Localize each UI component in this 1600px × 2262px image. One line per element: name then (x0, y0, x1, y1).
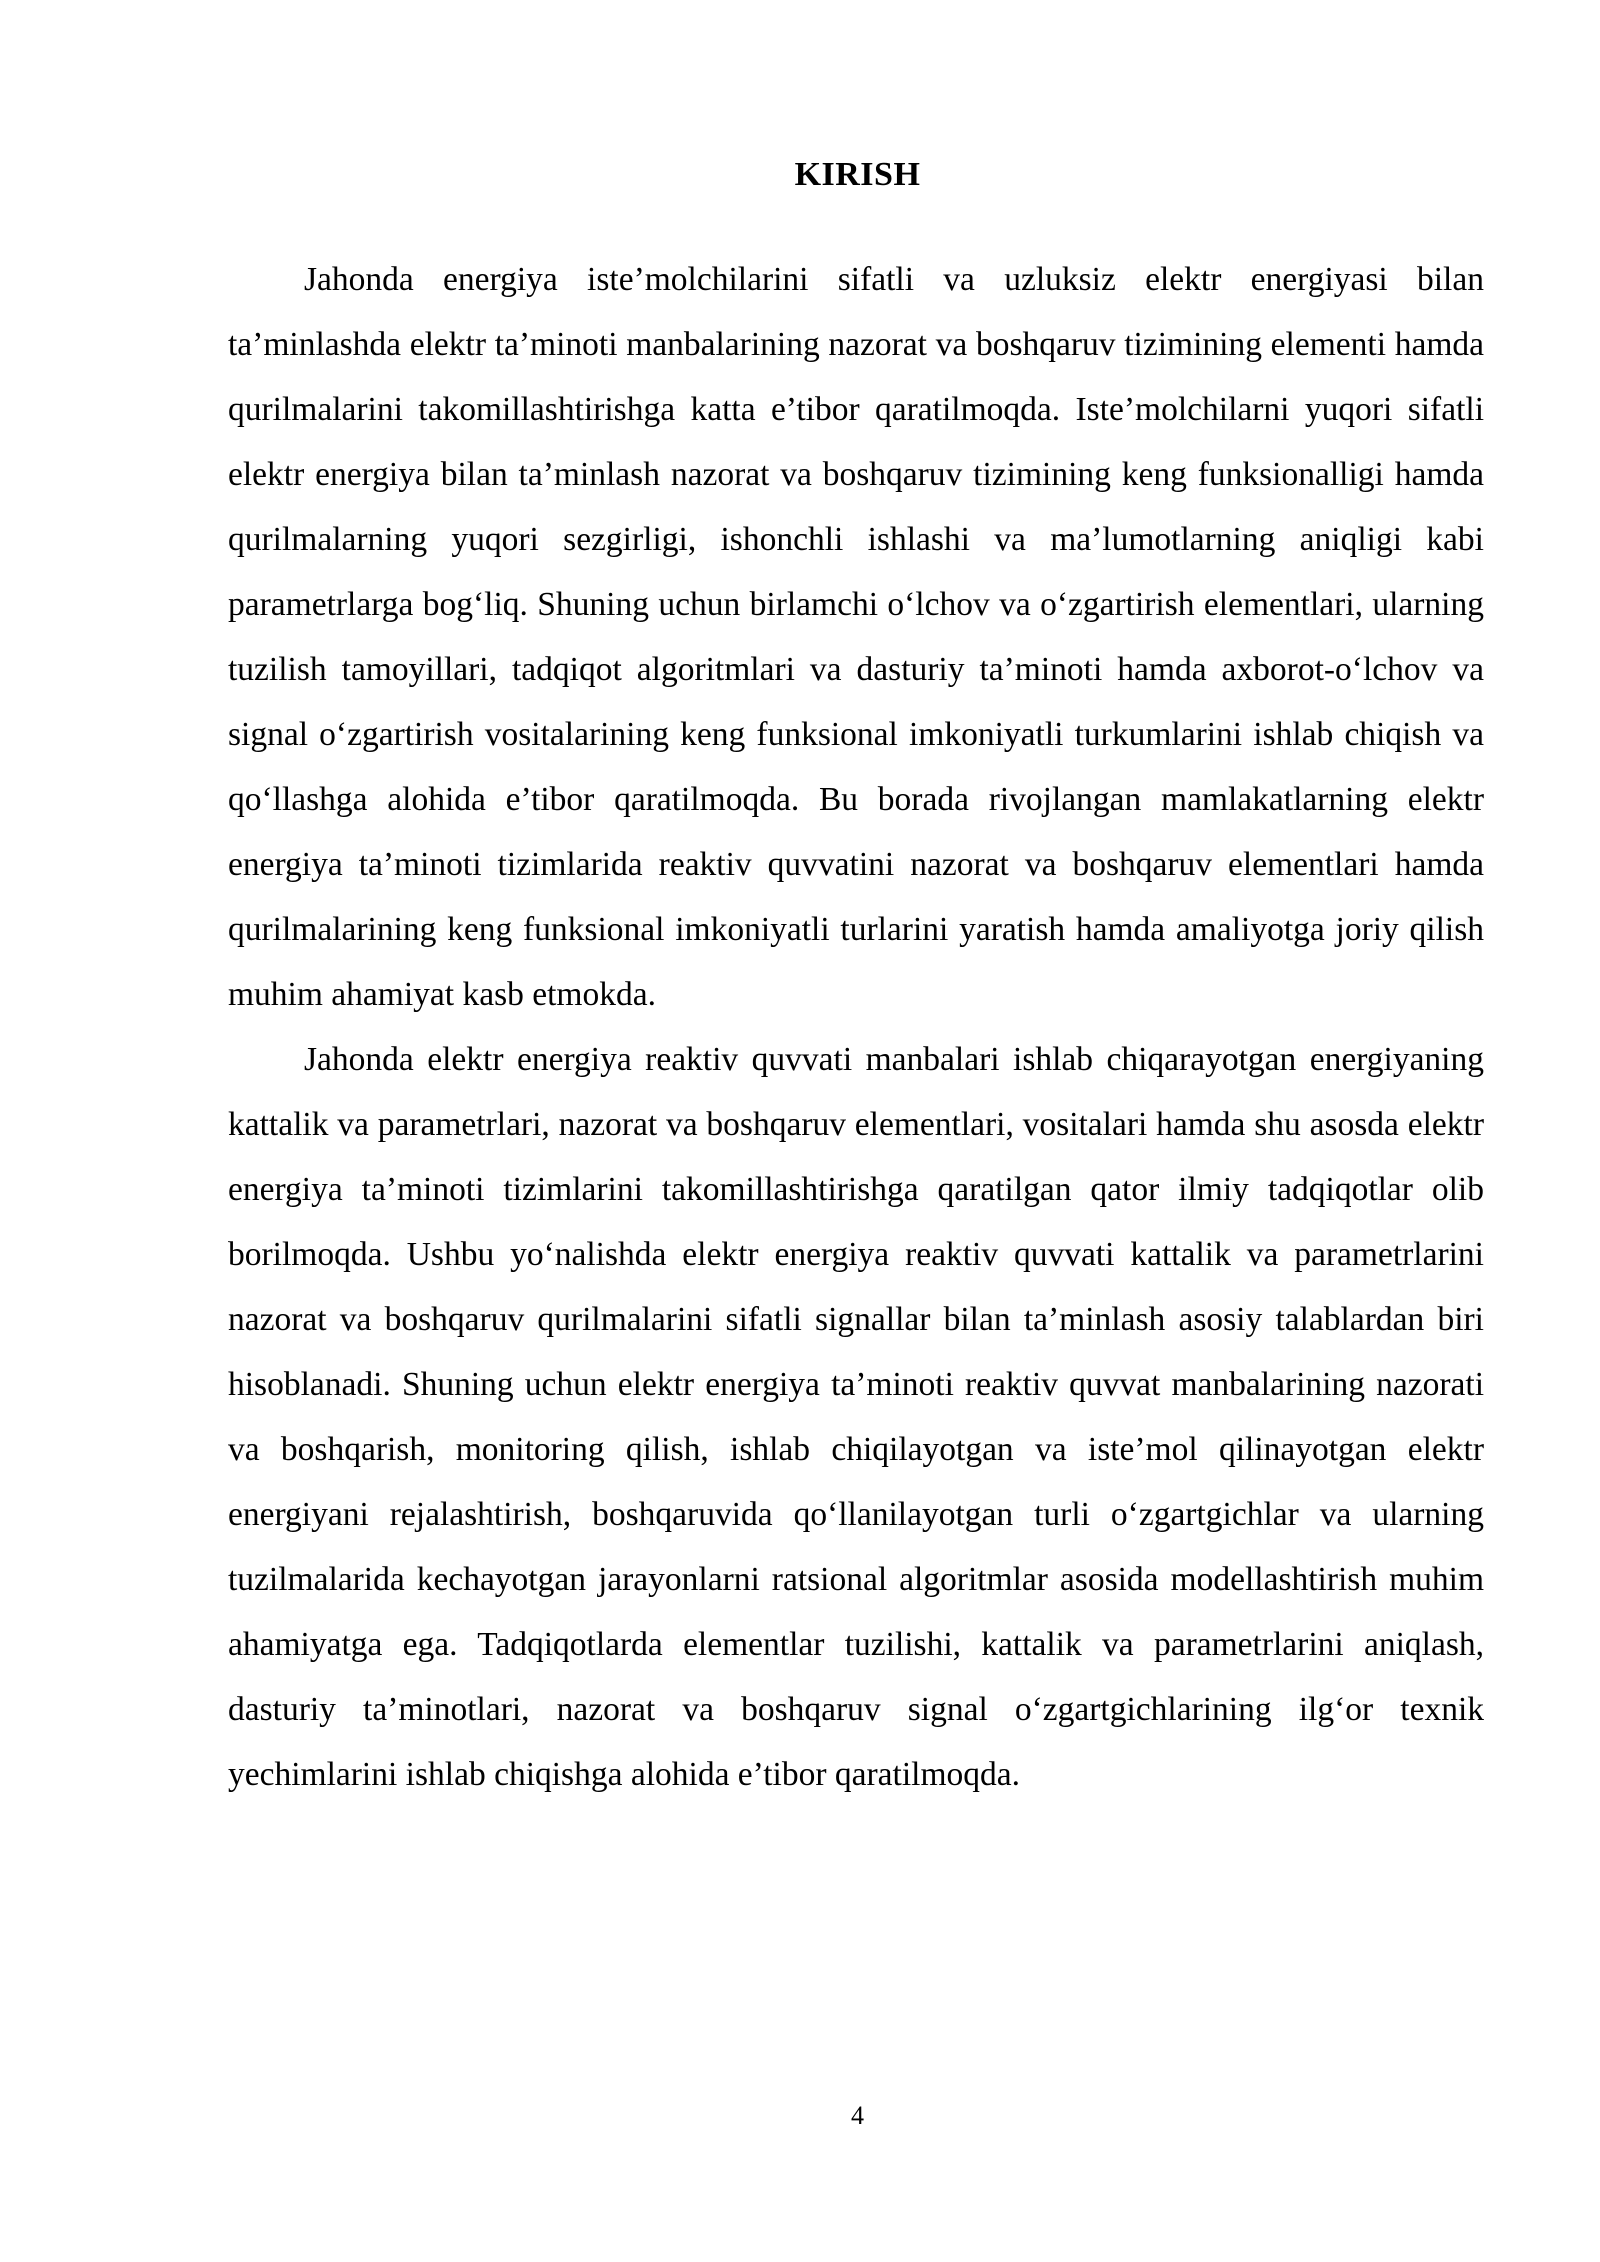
paragraph-2: Jahonda elektr energiya reaktiv quvvati manbalari ishlab chiqarayotgan energiyaning kattalik va parametrlari, nazorat va boshqaruv elementlari, vositalari hamda shu asosda elektr energiya ta’minoti tizimlarini takomillashtirishga qaratilgan qator ilmiy tadqiqotlar olib borilmoqda. Ushbu yo‘nalishda elektr energiya reaktiv quvvati kattalik va parametrlarini nazorat va boshqaruv qurilmalarini sifatli signallar bilan ta’minlash asosiy talablardan biri hisoblanadi. Shuning uchun elektr energiya ta’minoti reaktiv quvvat manbalarining nazorati va boshqarish, monitoring qilish, ishlab chiqilayotgan va iste’mol qilinayotgan elektr energiyani rejalashtirish, boshqaruvida qo‘llanilayotgan turli o‘zgartgichlar va ularning tuzilmalarida kechayotgan jarayonlarni ratsional algoritmlar asosida modellashtirish muhim ahamiyatga ega. Tadqiqotlarda elementlar tuzilishi, kattalik va parametrlarini aniqlash, dasturiy ta’minotlari, nazorat va boshqaruv signal o‘zgartgichlarining ilg‘or texnik yechimlarini ishlab chiqishga alohida e’tibor qaratilmoqda. (228, 1041, 1484, 1793)
page-number: 4 (851, 2101, 864, 2130)
section-title: KIRISH (794, 156, 921, 193)
body-text (228, 247, 1484, 1807)
paragraph-1: Jahonda energiya iste’molchilarini sifatli va uzluksiz elektr energiyasi bilan ta’minlashda elektr ta’minoti manbalarining nazorat va boshqaruv tizimining elementi hamda qurilmalarini takomillashtirishga katta e’tibor qaratilmoqda. Iste’molchilarni yuqori sifatli elektr energiya bilan ta’minlash nazorat va boshqaruv tizimining keng funksionalligi hamda qurilmalarning yuqori sezgirligi, ishonchli ishlashi va ma’lumotlarning aniqligi kabi parametrlarga bog‘liq. Shuning uchun birlamchi o‘lchov va o‘zgartirish elementlari, ularning tuzilish tamoyillari, tadqiqot algoritmlari va dasturiy ta’minoti hamda axborot-o‘lchov va signal o‘zgartirish vositalarining keng funksional imkoniyatli turkumlarini ishlab chiqish va qo‘llashga alohida e’tibor qaratilmoqda. Bu borada rivojlangan mamlakatlarning elektr energiya ta’minoti tizimlarida reaktiv quvvatini nazorat va boshqaruv elementlari hamda qurilmalarining keng funksional imkoniyatli turlarini yaratish hamda amaliyotga joriy qilish muhim ahamiyat kasb etmokda. (228, 261, 1484, 1013)
